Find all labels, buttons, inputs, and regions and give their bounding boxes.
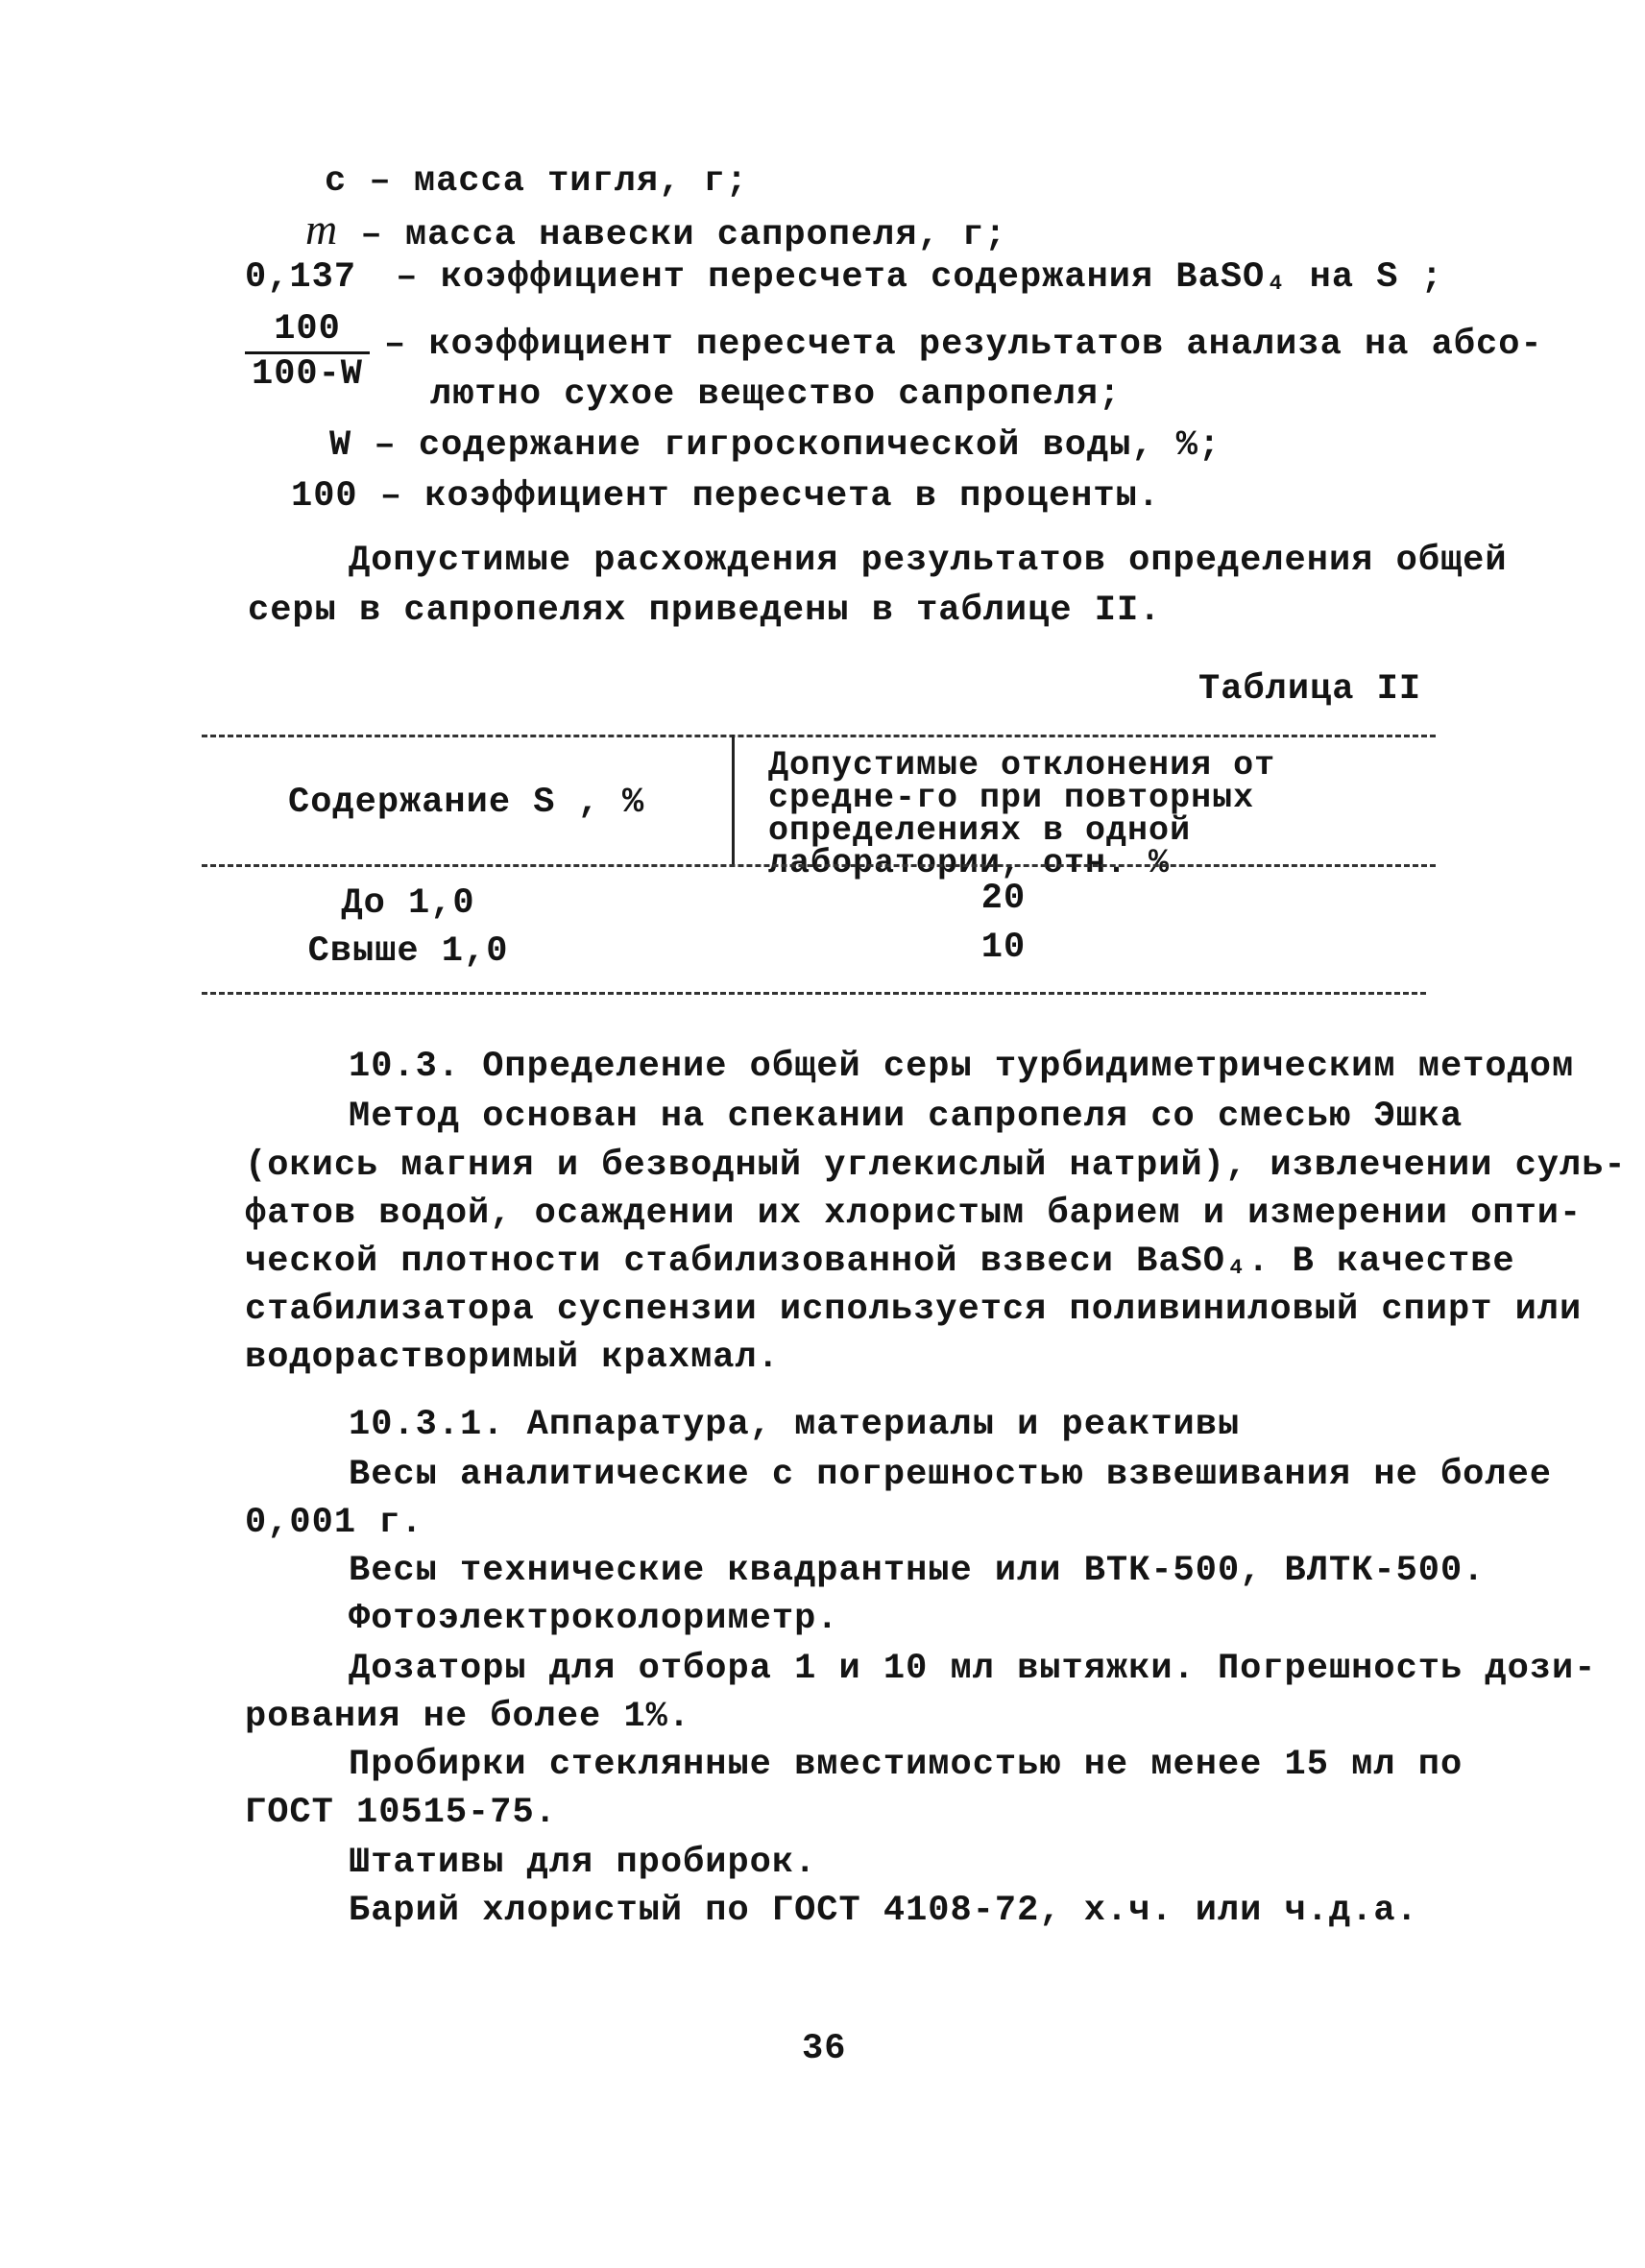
item-2: Весы технические квадрантные или ВТК-500, ВЛТК-500. [349, 1551, 1486, 1591]
legend-symbol: c [325, 161, 348, 202]
legend-symbol: m [305, 205, 339, 253]
table-header-content: Содержание S , % [288, 783, 645, 823]
item-4-line-2: рования не более 1%. [245, 1697, 691, 1737]
legend-fraction-text: – коэффициент пересчета результатов анализа на абсо- [384, 325, 1543, 365]
item-3: Фотоэлектроколориметр. [349, 1599, 839, 1639]
item-1-line-2: 0,001 г. [245, 1503, 423, 1543]
section-paragraph-line-6: водорастворимый крахмал. [245, 1338, 780, 1378]
legend-text: содержание гигроскопической воды, %; [418, 425, 1222, 466]
legend-m: m – масса навески сапропеля, г; [305, 205, 1007, 255]
legend-0137: 0,137 – коэффициент пересчета содержания BaSO₄ на S ; [245, 257, 1443, 298]
section-paragraph-line-5: стабилизатора суспензии используется поливиниловый спирт или [245, 1290, 1583, 1330]
table-bottom-rule [202, 992, 1426, 995]
table-row-1-deviation: 20 [980, 879, 1027, 919]
section-paragraph-line-4: ческой плотности стабилизованной взвеси BaSO₄. В качестве [245, 1242, 1515, 1282]
legend-symbol: 100 [291, 476, 358, 517]
item-7: Барий хлористый по ГОСТ 4108-72, х.ч. или ч.д.а. [349, 1891, 1418, 1931]
subsection-heading: 10.3.1. Аппаратура, материалы и реактивы [349, 1405, 1241, 1445]
legend-fraction-text-2: лютно сухое вещество сапропеля; [430, 374, 1122, 415]
table-row-2-content: Свыше 1,0 [307, 931, 509, 972]
section-paragraph-line-3: фатов водой, осаждении их хлористым барием и измерении опти- [245, 1194, 1583, 1234]
legend-text: масса тигля, г; [413, 161, 748, 202]
table-header-rule [202, 864, 1436, 867]
section-paragraph-line-2: (окись магния и безводный углекислый натрий), извлечении суль- [245, 1146, 1627, 1186]
table-row-2-deviation: 10 [980, 928, 1027, 968]
intro-line-2: серы в сапропелях приведены в таблице II. [248, 591, 1162, 631]
item-5-line-2: ГОСТ 10515-75. [245, 1793, 557, 1833]
legend-symbol: 0,137 [245, 257, 357, 298]
fraction-denominator: 100-W [251, 354, 364, 395]
fraction-100-100W [245, 309, 370, 395]
legend-c: c – масса тигля, г; [325, 161, 748, 202]
table-column-divider [732, 735, 735, 864]
legend-text: коэффициент пересчета содержания BaSO₄ на S ; [440, 257, 1443, 298]
item-6: Штативы для пробирок. [349, 1843, 817, 1883]
table-header-deviation: Допустимые отклонения от средне-го при повторных определениях в одной лаборатории, отн. % [768, 746, 1276, 882]
legend-100: 100 – коэффициент пересчета в проценты. [291, 476, 1161, 517]
section-heading: 10.3. Определение общей серы турбидиметрическим методом [349, 1047, 1575, 1087]
legend-text: коэффициент пересчета результатов анализа на абсо- [428, 325, 1543, 365]
item-5-line-1: Пробирки стеклянные вместимостью не менее 15 мл по [349, 1745, 1464, 1785]
table-caption: Таблица II [1198, 669, 1422, 710]
table-top-rule [202, 735, 1436, 737]
item-4-line-1: Дозаторы для отбора 1 и 10 мл вытяжки. Погрешность дози- [349, 1649, 1597, 1689]
table-row-1-content: До 1,0 [341, 883, 475, 924]
intro-line-1: Допустимые расхождения результатов определения общей [349, 541, 1508, 581]
section-paragraph-line-1: Метод основан на спекании сапропеля со смесью Эшка [349, 1097, 1464, 1137]
legend-text: коэффициент пересчета в проценты. [424, 476, 1161, 517]
legend-w: W – содержание гигроскопической воды, %; [329, 425, 1222, 466]
legend-text: масса навески сапропеля, г; [404, 215, 1007, 255]
legend-symbol: W [329, 425, 352, 466]
page-number: 36 [802, 2029, 847, 2069]
fraction-numerator: 100 [245, 309, 370, 354]
item-1-line-1: Весы аналитические с погрешностью взвешивания не более [349, 1455, 1552, 1495]
